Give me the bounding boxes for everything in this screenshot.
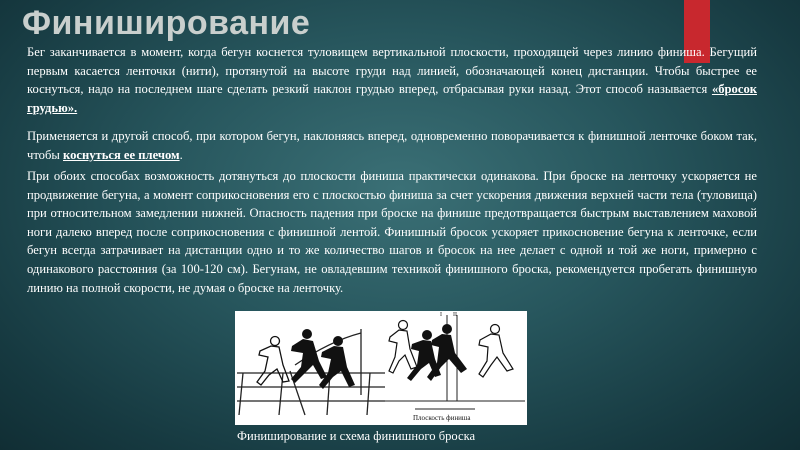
figure-caption: Финиширование и схема финишного броска [237, 429, 476, 443]
runner-silhouettes-left [257, 329, 355, 389]
label-position-I: I [440, 312, 442, 318]
slide-title: Финиширование [22, 4, 311, 42]
paragraph-technique: При обоих способах возможность дотянуться до плоскости финиша практически одинакова. При броске на ленточку ускоряется не продвижение бегуна, а момент соприкосновения его с плоскостью финиша за счет ускорения движения верхней части тела (туловища) при относительном замедлении нижней. Опасность падения при броске на финише предотвращается быстрым выставлением маховой ноги далеко вперед после соприкосновения с финишной лентой. Финишный бросок ускоряет прикосновение бегуна к ленточке, если бегун всегда затрачивает на дистанции одно и то же количество шагов и бросок на нее делает с одной и той же ноги, примерно с одинакового расстояния (за 100-120 см). Бегунам, не овладевшим техникой финишного броска, рекомендуется пробегать финишную линию на полной скорости, не думая о броске на ленточку. [27, 169, 757, 295]
term-shoulder-touch: коснуться ее плечом [63, 147, 180, 162]
finish-plane-label: Плоскость финиша [413, 414, 471, 422]
finish-illustration [235, 311, 527, 425]
paragraph-2-end: . [179, 147, 183, 162]
finish-drawing [235, 311, 527, 425]
label-position-II: II [453, 312, 457, 318]
term-chest-throw: «бросок грудью». [27, 82, 757, 115]
runner-sequence-right [389, 321, 513, 382]
paragraph-chest-throw [27, 43, 757, 117]
paragraph-shoulder [27, 127, 757, 164]
paragraph-1-text: Бег заканчивается в момент, когда бегун коснется туловищем вертикальной плоскости, проходящей через линию финиша. Бегущий первым касается ленточки (нити), протянутой на высоте груди над линией, обозначающей конец дистанции. Чтобы быстрее ее коснуться, надо на последнем шаге сделать резкий наклон грудью вперед, отбрасывая руки назад. Этот способ называется [27, 45, 757, 97]
paragraph-2-text: Применяется и другой способ, при котором бегун, наклоняясь вперед, одновременно поворачивается к финишной ленточке боком так, чтобы [27, 129, 757, 162]
